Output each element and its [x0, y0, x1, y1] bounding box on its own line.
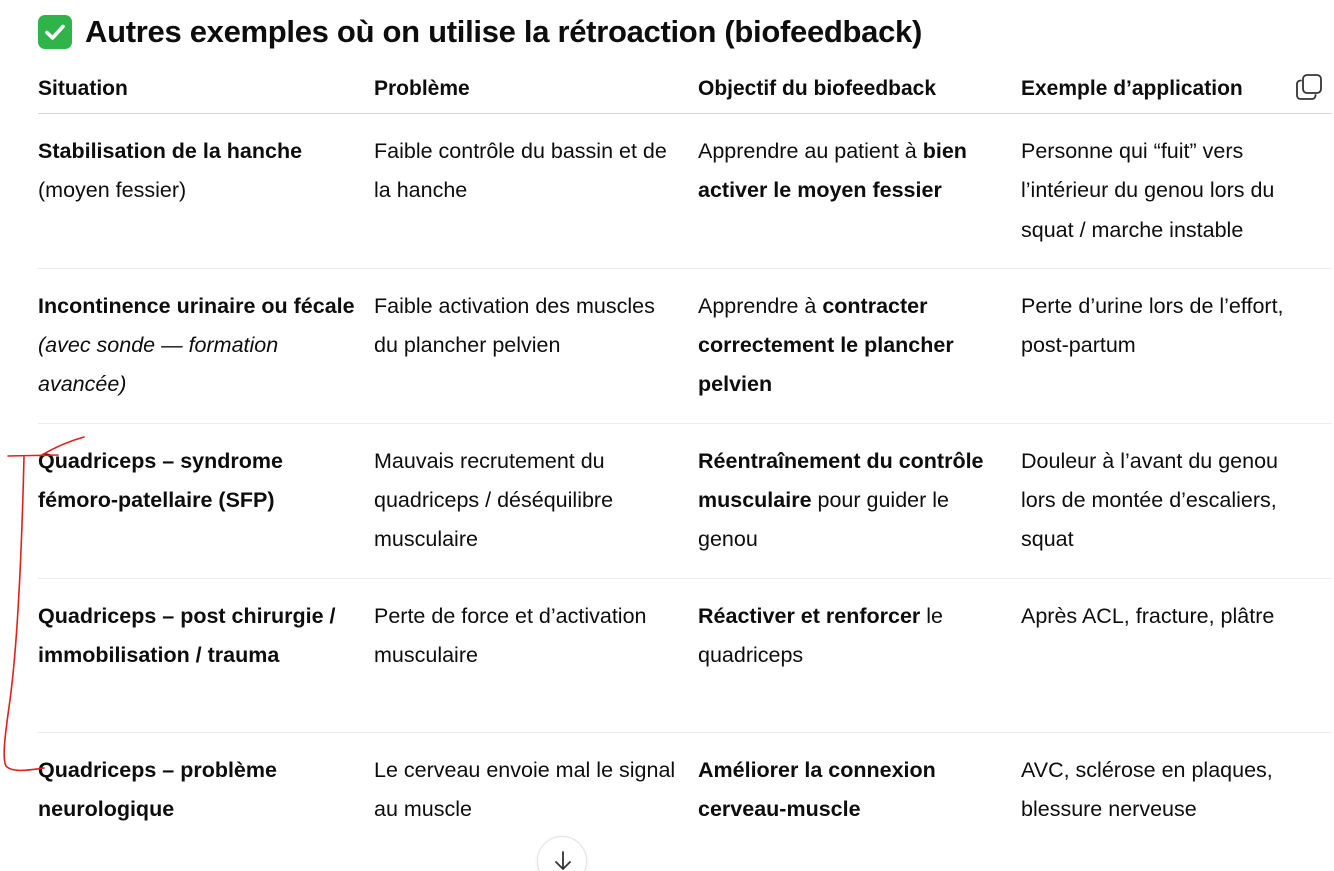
table-row: [38, 732, 1332, 871]
situation-bold: Incontinence urinaire ou fécale: [38, 293, 355, 318]
cell-objectif: [698, 578, 1021, 732]
cell-probleme: Perte de force et d’activation musculaire: [374, 578, 698, 732]
cell-situation: [38, 114, 374, 269]
table-header-row: [38, 64, 1332, 114]
cell-probleme: Le cerveau envoie mal le signal au muscle: [374, 757, 676, 821]
cell-exemple: Après ACL, fracture, plâtre: [1021, 578, 1332, 732]
header-exemple: Exemple d’application: [1021, 64, 1332, 114]
header-objectif: Objectif du biofeedback: [698, 64, 1021, 114]
cell-exemple: AVC, sclérose en plaques, blessure nerveuse: [1021, 757, 1273, 821]
objectif-post: le quadriceps: [698, 603, 943, 667]
objectif-bold: Réactiver et renforcer: [698, 603, 921, 628]
cell-situation: [38, 732, 374, 871]
check-mark-button-icon: [38, 15, 72, 49]
arrow-down-icon: [551, 849, 575, 871]
table-row: [38, 114, 1332, 269]
cell-situation: [38, 423, 374, 578]
header-situation: Situation: [38, 64, 374, 114]
objectif-bold: Améliorer la connexion cerveau-muscle: [698, 757, 936, 821]
section-heading: [38, 10, 922, 54]
table-row: [38, 578, 1332, 732]
situation-bold: Quadriceps – post chirurgie / immobilisation / trauma: [38, 603, 336, 667]
section-heading-text: Autres exemples où on utilise la rétroaction (biofeedback): [85, 14, 923, 49]
header-probleme: Problème: [374, 64, 698, 114]
cell-objectif: [698, 268, 1021, 423]
cell-exemple: Perte d’urine lors de l’effort, post-partum: [1021, 268, 1332, 423]
biofeedback-table: [38, 64, 1332, 871]
table-row: [38, 268, 1332, 423]
cell-exemple: Personne qui “fuit” vers l’intérieur du genou lors du squat / marche instable: [1021, 114, 1332, 269]
cell-objectif: [698, 114, 1021, 269]
cell-probleme: Faible activation des muscles du plancher pelvien: [374, 268, 698, 423]
situation-bold: Quadriceps – syndrome fémoro-patellaire (SFP): [38, 448, 283, 513]
cell-objectif: [698, 732, 1021, 871]
situation-bold: Stabilisation de la hanche: [38, 139, 303, 163]
objectif-bold: Réentraînement du contrôle musculaire: [698, 448, 984, 513]
cell-situation: [38, 578, 374, 732]
objectif-post: pour guider le genou: [698, 488, 949, 552]
situation-bold: Quadriceps – problème neurologique: [38, 757, 277, 821]
cell-objectif: [698, 423, 1021, 578]
situation-italic: (avec sonde — formation avancée): [38, 333, 279, 397]
objectif-pre: Apprendre à: [698, 293, 823, 318]
cell-probleme: Mauvais recrutement du quadriceps / déséquilibre musculaire: [374, 423, 698, 578]
objectif-bold: bien activer le moyen fessier: [698, 139, 967, 203]
situation-rest: (moyen fessier): [38, 178, 187, 203]
cell-exemple: Douleur à l’avant du genou lors de montée d’escaliers, squat: [1021, 423, 1332, 578]
cell-probleme: Faible contrôle du bassin et de la hanche: [374, 114, 698, 269]
objectif-bold: contracter correctement le plancher pelvien: [698, 293, 954, 397]
cell-situation: [38, 268, 374, 423]
table-row: [38, 423, 1332, 578]
objectif-pre: Apprendre au patient à: [698, 139, 923, 163]
